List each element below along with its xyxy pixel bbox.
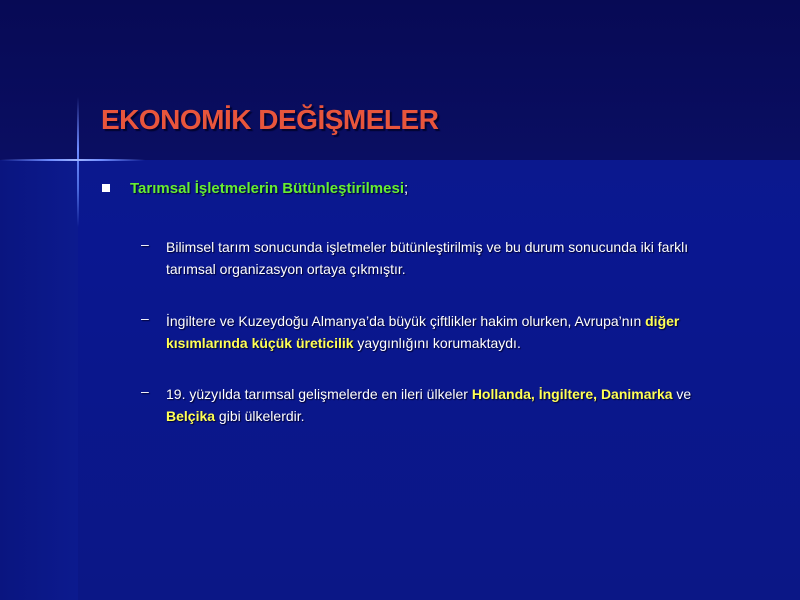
sub-item-3-text: gibi ülkelerdir. — [215, 408, 305, 424]
dash-bullet-icon: – — [141, 236, 149, 252]
sub-item-3 — [166, 383, 766, 427]
square-bullet-icon — [102, 184, 110, 192]
dash-bullet-icon: – — [141, 383, 149, 399]
sub-item-2-text: yaygınlığını korumaktaydı. — [353, 335, 521, 351]
main-bullet — [130, 180, 408, 197]
sub-item-3-highlight: Belçika — [166, 408, 216, 424]
sub-item-2-line-2 — [166, 332, 766, 354]
sub-item-2-text: İngiltere ve Kuzeydoğu Almanya’da büyük çiftlikler hakim olurken, Avrupa’nın — [166, 313, 646, 329]
sub-item-3-highlight: Hollanda, İngiltere, Danimarka — [471, 386, 673, 402]
sub-item-3-line-2 — [166, 405, 766, 427]
sub-item-2-highlight: kısımlarında küçük üreticilik — [166, 335, 354, 351]
sub-item-3-text: ve — [672, 386, 692, 402]
slide-title: EKONOMİK DEĞİŞMELER — [101, 104, 439, 135]
sub-item-2-line-1 — [166, 310, 766, 332]
main-bullet-suffix: ; — [403, 180, 409, 197]
sub-item-1-line-1: Bilimsel tarım sonucunda işletmeler bütünleştirilmiş ve bu durum sonucunda iki farklı — [166, 239, 689, 255]
sub-item-2-highlight: diğer — [645, 313, 680, 329]
dash-bullet-icon: – — [141, 310, 149, 326]
sub-item-1 — [166, 236, 766, 280]
sub-item-2 — [166, 310, 766, 354]
main-bullet-text: Tarımsal İşletmelerin Bütünleştirilmesi — [130, 180, 404, 197]
sub-item-3-text: 19. yüzyılda tarımsal gelişmelerde en ileri ülkeler — [166, 386, 472, 402]
sub-item-1-line-2: tarımsal organizasyon ortaya çıkmıştır. — [166, 261, 406, 277]
sub-item-3-line-1 — [166, 383, 766, 405]
